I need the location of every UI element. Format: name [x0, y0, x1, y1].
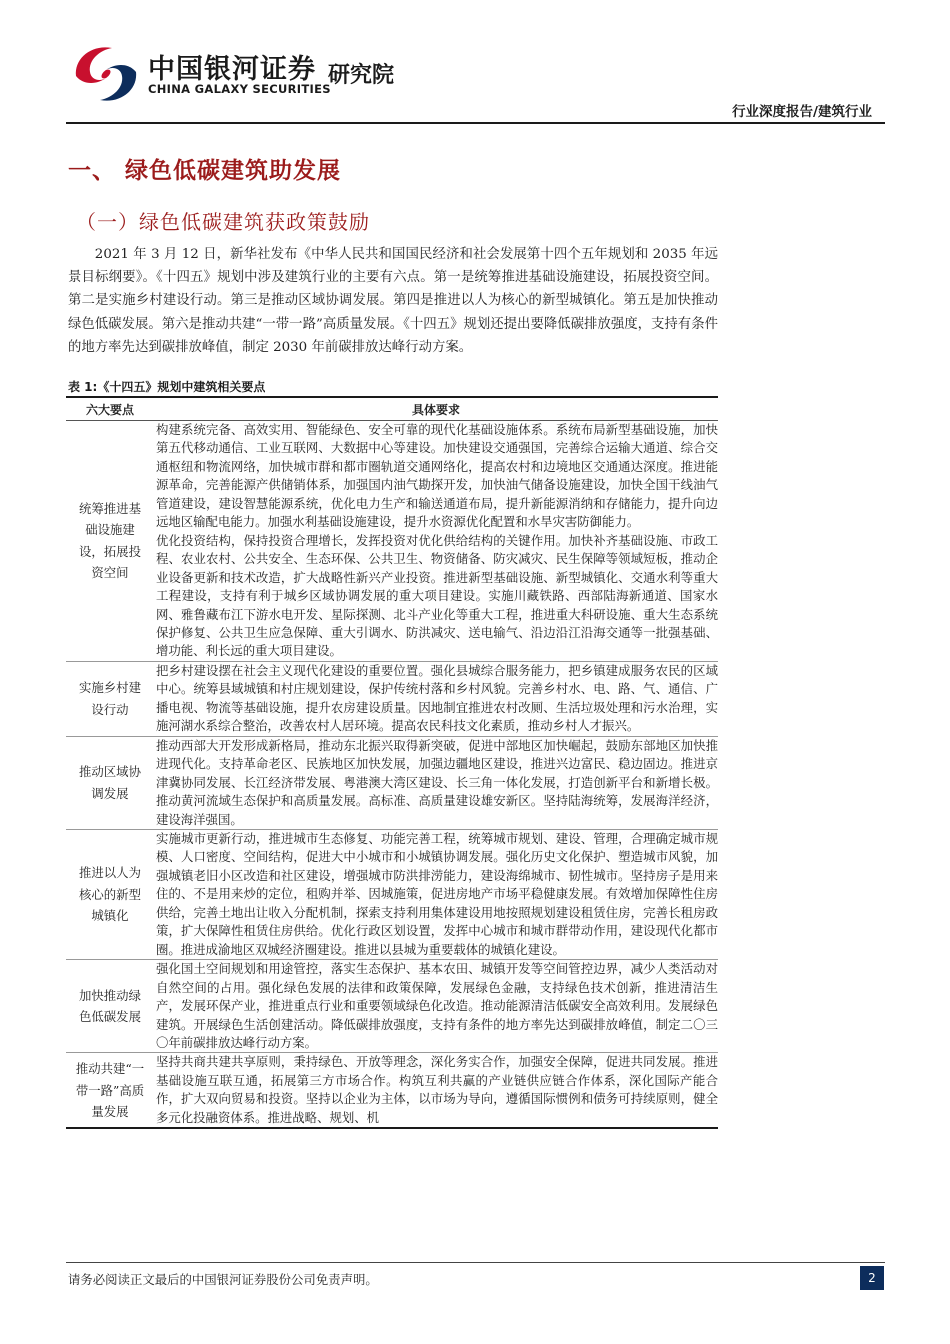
report-type-label: 行业深度报告/建筑行业 — [732, 104, 872, 120]
requirement-text: 把乡村建设摆在社会主义现代化建设的重要位置。强化县城综合服务能力，把乡镇建成服务农民的区域中心。统筹县域城镇和村庄规划建设，保护传统村落和乡村风貌。完善乡村水、电、路、气、通信、广播电视、物流等基础设施，提升农房建设质量。因地制宜推进农村改厕、生活垃圾处理和污水治理，实施河湖水系综合整治，改善农村人居环境。提高农民科技文化素质，推动乡村人才振兴。 — [156, 662, 718, 734]
page-header — [0, 0, 950, 130]
requirement-text: 实施城市更新行动，推进城市生态修复、功能完善工程，统筹城市规划、建设、管理，合理确定城市规模、人口密度、空间结构，促进大中小城市和小城镇协调发展。强化历史文化保护、塑造城市风貌，加强城镇老旧小区改造和社区建设，增强城市防洪排涝能力，建设海绵城市、韧性城市。坚持房子是用来住的、不是用来炒的定位，租购并举、因城施策，促进房地产市场平稳健康发展。有效增加保障性住房供给，完善土地出让收入分配机制，探索支持利用集体建设用地按照规划建设租赁住房，完善长租房政策，扩大保障性租赁住房供给。优化行政区划设置，发挥中心城市和城市群带动作用，建设现代化都市圈。推进成渝地区双城经济圈建设。推进以县城为重要载体的城镇化建设。 — [156, 830, 718, 957]
row-requirements — [154, 662, 718, 736]
page-number: 2 — [860, 1266, 884, 1290]
row-requirements — [154, 737, 718, 829]
requirement-text: 强化国土空间规划和用途管控，落实生态保护、基本农田、城镇开发等空间管控边界，减少人类活动对自然空间的占用。强化绿色发展的法律和政策保障，发展绿色金融，支持绿色技术创新，推进清洁生产，发展环保产业，推进重点行业和重要领域绿色化改造。推动能源清洁低碳安全高效利用。发展绿色建筑。开展绿色生活创建活动。降低碳排放强度，支持有条件的地方率先达到碳排放峰值，制定二〇三〇年前碳排放达峰行动方案。 — [156, 961, 718, 1050]
row-point: 统筹推进基础设施建设，拓展投资空间 — [79, 500, 141, 581]
body-paragraph: 2021 年 3 月 12 日，新华社发布《中华人民共和国国民经济和社会发展第十四个五年规划和 2035 年远景目标纲要》。《十四五》规划中涉及建筑行业的主要有六点。第一是统筹推进基础设施建设，拓展投资空间。第二是实施乡村建设行动。第三是推动区域协调发展。第四是推进以人为核心的新型城镇化。第五是加快推动绿色低碳发展。第六是推动共建“一带一路”高质量发展。《十四五》规划还提出要降低碳排放强度，支持有条件的地方率先达到碳排放峰值，制定 2030 年前碳排放达峰行动方案。 — [68, 247, 718, 355]
section-heading: 一、 绿色低碳建筑助发展 — [68, 158, 342, 184]
requirement-text: 构建系统完备、高效实用、智能绿色、安全可靠的现代化基础设施体系。系统布局新型基础设施，加快第五代移动通信、工业互联网、大数据中心等建设。加快建设交通强国，完善综合运输大通道、综合交通枢纽和物流网络，加快城市群和都市圈轨道交通网络化，提高农村和边境地区交通通达深度。推进能源革命，完善能源产供储销体系，加强国内油气勘探开发，加快油气储备设施建设，加快全国干线油气管道建设，建设智慧能源系统，优化电力生产和输送通道布局，提升新能源消纳和存储能力，提升向边远地区输配电能力。加强水利基础设施建设，提升水资源优化配置和水旱灾害防御能力。 — [156, 422, 718, 530]
row-requirements — [154, 960, 718, 1052]
row-point: 推进以人为核心的新型城镇化 — [79, 865, 141, 924]
row-requirements — [154, 1053, 718, 1127]
china-galaxy-logo-icon — [70, 38, 142, 110]
row-point: 推动区域协调发展 — [79, 764, 141, 801]
column-header-requirements: 具体要求 — [411, 402, 460, 417]
row-point: 加快推动绿色低碳发展 — [79, 987, 141, 1025]
footer-divider — [66, 1262, 885, 1263]
table-row — [66, 830, 718, 960]
disclaimer-text: 请务必阅读正文最后的中国银河证券股份公司免责声明。 — [68, 1272, 378, 1287]
row-requirements — [154, 421, 718, 661]
brand-name-en: CHINA GALAXY SECURITIES — [148, 82, 331, 96]
requirement-text: 推动西部大开发形成新格局，推动东北振兴取得新突破，促进中部地区加快崛起，鼓励东部地区加快推进现代化。支持革命老区、民族地区加快发展，加强边疆地区建设，推进兴边富民、稳边固边。推进京津冀协同发展、长江经济带发展、粤港澳大湾区建设、长三角一体化发展，打造创新平台和新增长极。推动黄河流域生态保护和高质量发展。高标准、高质量建设雄安新区。坚持陆海统筹，发展海洋经济，建设海洋强国。 — [156, 737, 718, 827]
table-header-row — [66, 398, 718, 421]
row-point: 推动共建“一带一路”高质量发展 — [75, 1061, 145, 1120]
table-row — [66, 1053, 718, 1129]
row-point: 实施乡村建设行动 — [79, 680, 141, 717]
table-caption: 表 1:《十四五》规划中建筑相关要点 — [68, 380, 266, 394]
header-divider — [66, 122, 885, 124]
table-row — [66, 662, 718, 737]
table-row — [66, 960, 718, 1053]
brand-name-cn: 中国银河证券 — [148, 54, 316, 85]
table-row — [66, 737, 718, 830]
policy-table — [66, 396, 718, 1129]
column-header-point: 六大要点 — [85, 402, 134, 417]
subsection-heading: （一）绿色低碳建筑获政策鼓励 — [76, 210, 370, 234]
row-requirements — [154, 830, 718, 959]
institute-label: 研究院 — [328, 63, 395, 88]
requirement-text: 坚持共商共建共享原则，秉持绿色、开放等理念，深化务实合作，加强安全保障，促进共同发展。推进基础设施互联互通，拓展第三方市场合作。构筑互利共赢的产业链供应链合作体系，深化国际产能合作，扩大双向贸易和投资。坚持以企业为主体，以市场为导向，遵循国际惯例和债务可持续原则，健全多元化投融资体系。推进战略、规划、机 — [156, 1054, 718, 1125]
requirement-text: 优化投资结构，保持投资合理增长，发挥投资对优化供给结构的关键作用。加快补齐基础设施、市政工程、农业农村、公共安全、生态环保、公共卫生、物资储备、防灾减灾、民生保障等领域短板，推动企业设备更新和技术改造，扩大战略性新兴产业投资。推进新型基础设施、新型城镇化、交通水利等重大工程建设，支持有利于城乡区域协调发展的重大项目建设。实施川藏铁路、西部陆海新通道、国家水网、雅鲁藏布江下游水电开发、星际探测、北斗产业化等重大工程，推进重大科研设施、重大生态系统保护修复、公共卫生应急保障、重大引调水、防洪减灾、送电输气、沿边沿江沿海交通等一批强基础、增功能、利长远的重大项目建设。 — [156, 532, 718, 659]
table-row — [66, 421, 718, 662]
